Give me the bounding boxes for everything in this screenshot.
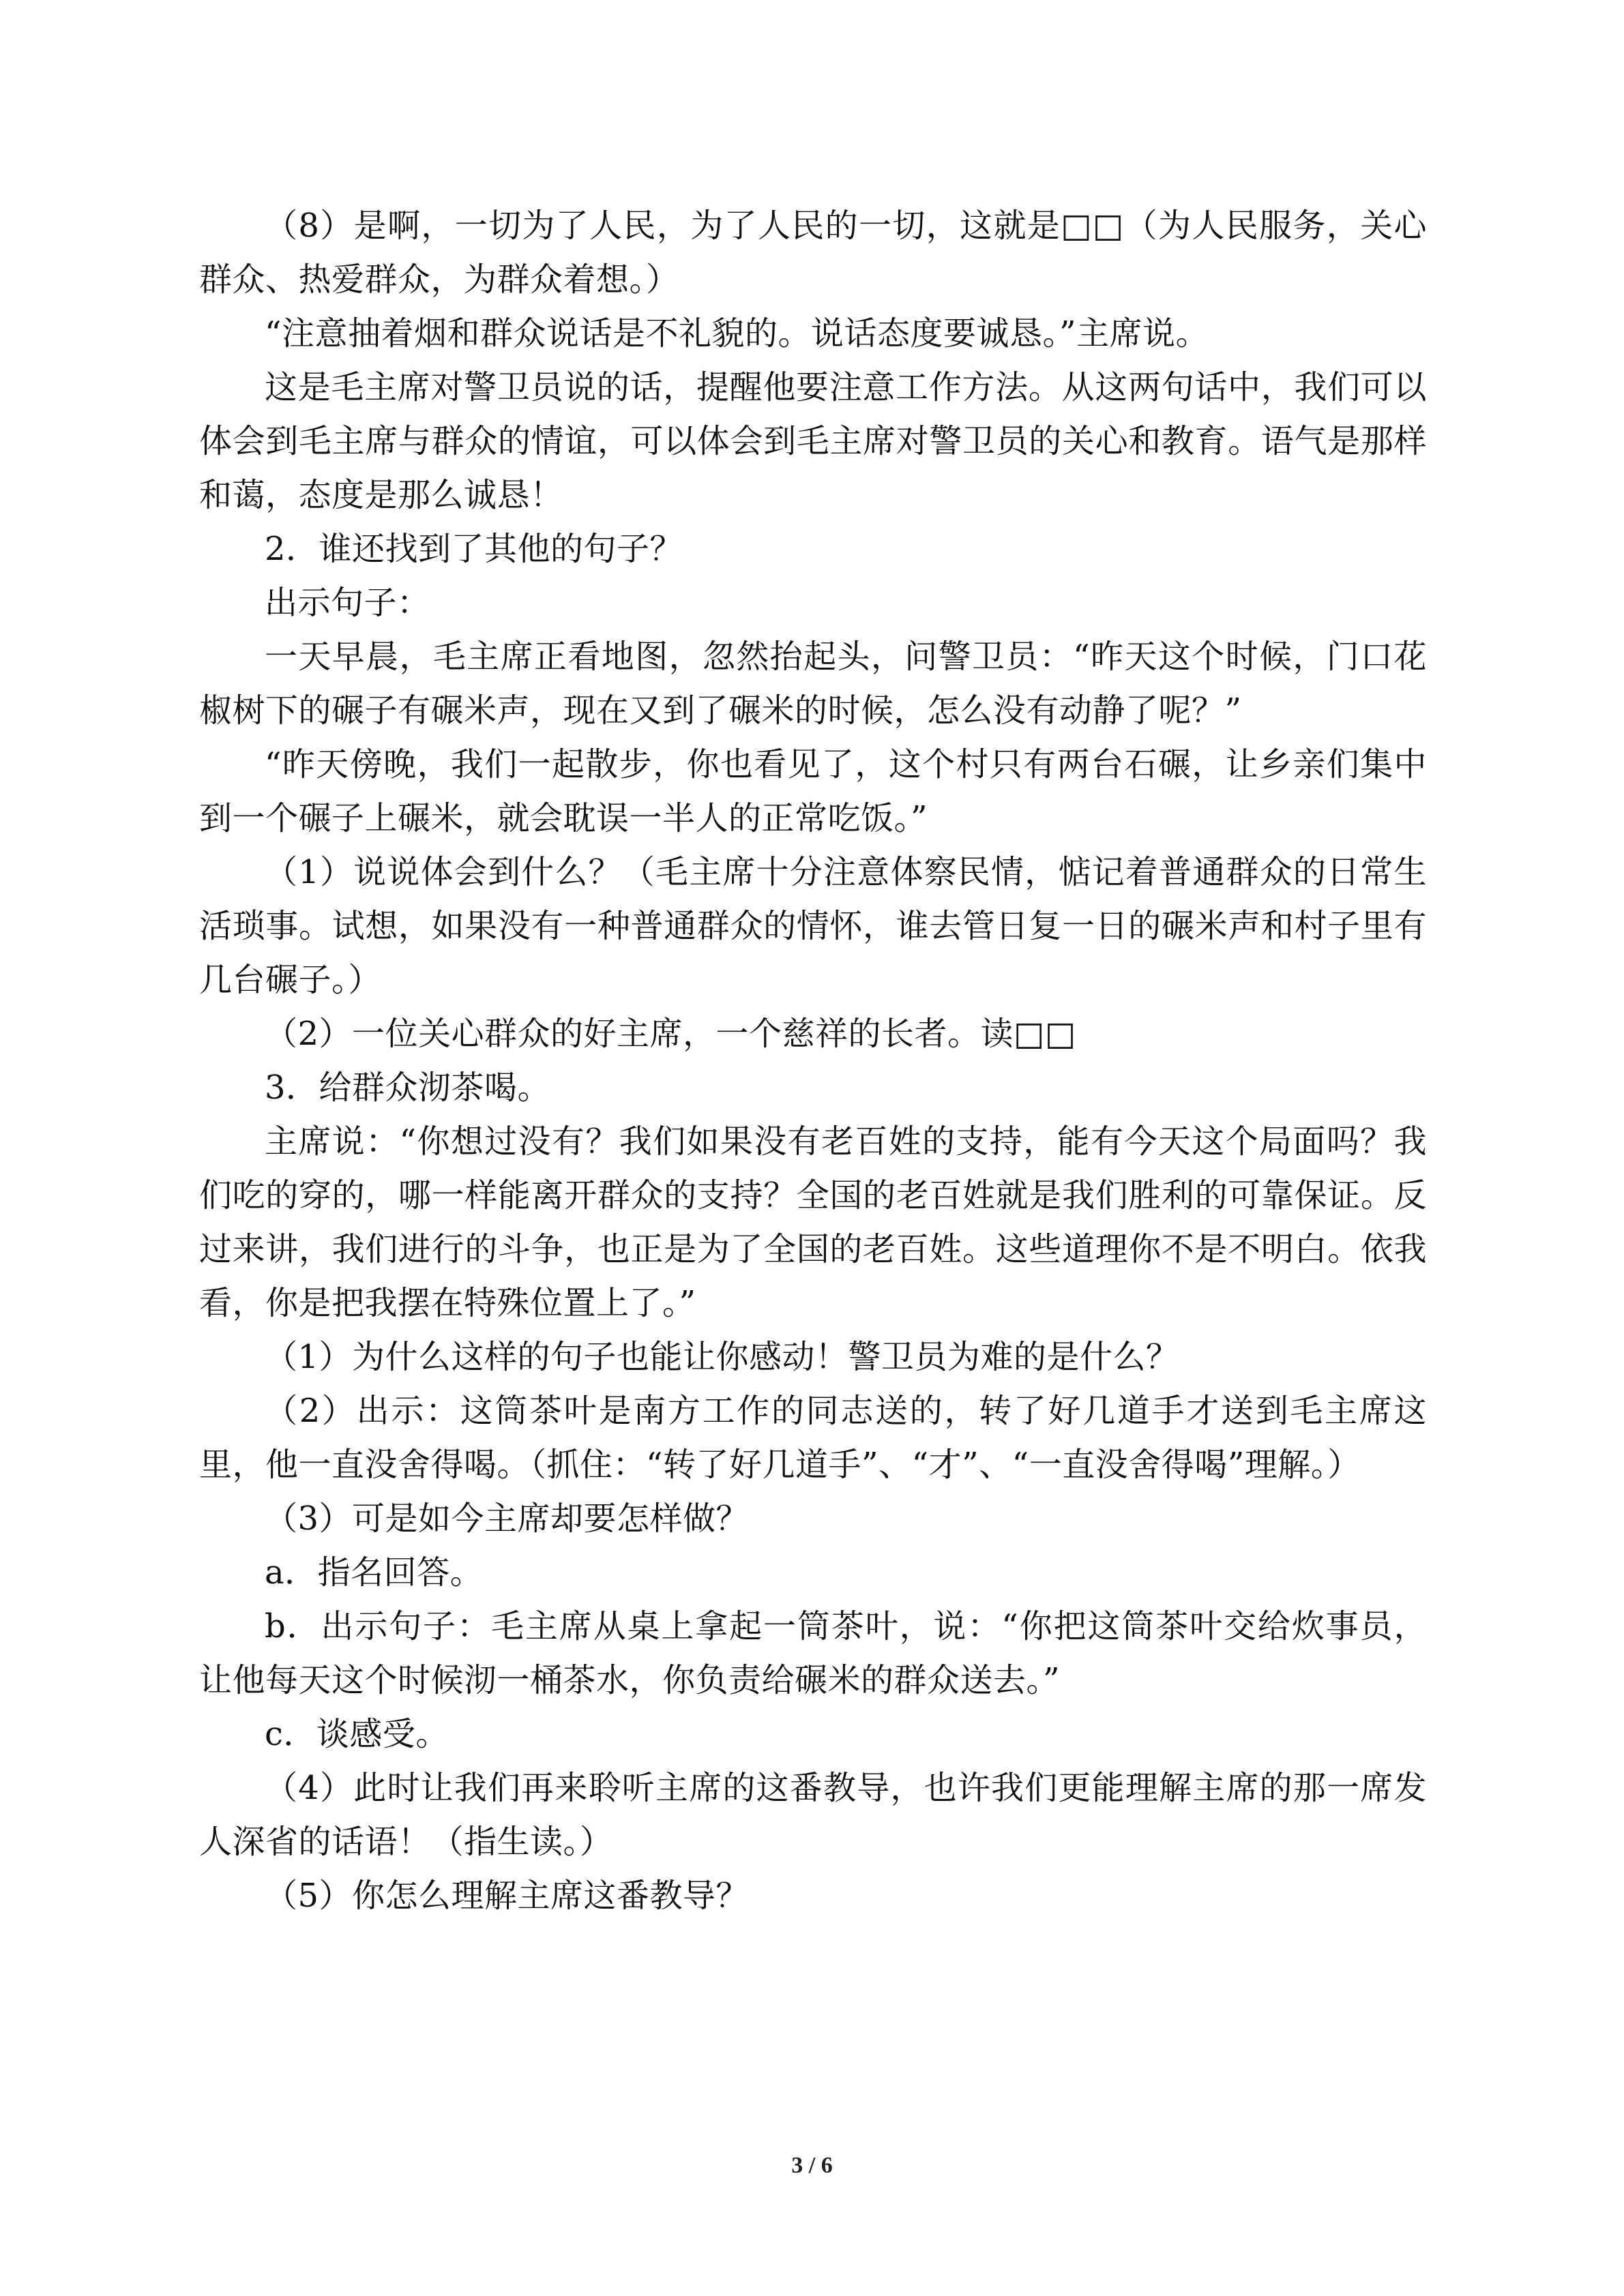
paragraph-item-1-feel: （1）说说体会到什么？（毛主席十分注意体察民情，惦记着普通群众的日常生活琐事。试想，如果没有一种普通群众的情怀，谁去管日复一日的碾米声和村子里有几台碾子。） xyxy=(199,853,1427,999)
paragraph-sub-c: c．谈感受。 xyxy=(265,1715,449,1753)
paragraph-explanation: 这是毛主席对警卫员说的话，提醒他要注意工作方法。从这两句话中，我们可以体会到毛主席与群众的情谊，可以体会到毛主席对警卫员的关心和教育。语气是那样和蔼，态度是那么诚恳！ xyxy=(199,368,1427,514)
paragraph-item-5-understand: （5）你怎么理解主席这番教导？ xyxy=(265,1877,750,1915)
paragraph-sub-a: a．指名回答。 xyxy=(265,1553,484,1592)
paragraph-morning-quote: 一天早晨，毛主席正看地图，忽然抬起头，问警卫员：“昨天这个时候，门口花椒树下的碾子有碾米声，现在又到了碾米的时候，怎么没有动静了呢？” xyxy=(199,638,1427,730)
paragraph-item-1-why: （1）为什么这样的句子也能让你感动！警卫员为难的是什么？ xyxy=(265,1338,1179,1376)
section-heading-2: 2．谁还找到了其他的句子？ xyxy=(265,530,683,568)
paragraph-evening-quote: “昨天傍晚，我们一起散步，你也看见了，这个村只有两台石碾，让乡亲们集中到一个碾子上碾米，就会耽误一半人的正常吃饭。” xyxy=(199,745,1427,837)
paragraph-chairman-speech: 主席说：“你想过没有？我们如果没有老百姓的支持，能有今天这个局面吗？我们吃的穿的，哪一样能离开群众的支持？全国的老百姓就是我们胜利的可靠保证。反过来讲，我们进行的斗争，也正是为了全国的老百姓。这些道理你不是不明白。依我看，你是把我摆在特殊位置上了。” xyxy=(199,1122,1427,1322)
paragraph-item-4-listen: （4）此时让我们再来聆听主席的这番教导，也许我们更能理解主席的那一席发人深省的话语！（指生读。） xyxy=(199,1769,1427,1861)
paragraph-8-answer: （8）是啊，一切为了人民，为了人民的一切，这就是□□（为人民服务，关心群众、热爱群众，为群众着想。） xyxy=(199,207,1427,299)
paragraph-item-2-tea: （2）出示：这筒茶叶是南方工作的同志送的，转了好几道手才送到毛主席这里，他一直没舍得喝。（抓住：“转了好几道手”、“才”、“一直没舍得喝”理解。） xyxy=(199,1392,1427,1484)
paragraph-show-sentence: 出示句子： xyxy=(265,584,430,622)
paragraph-item-3-how: （3）可是如今主席却要怎样做？ xyxy=(265,1500,750,1538)
paragraph-sub-b: b．出示句子：毛主席从桌上拿起一筒茶叶，说：“你把这筒茶叶交给炊事员，让他每天这个时候沏一桶茶水，你负责给碾米的群众送去。” xyxy=(199,1607,1427,1699)
paragraph-item-2-read: （2）一位关心群众的好主席，一个慈祥的长者。读□□ xyxy=(265,1015,1076,1053)
document-body xyxy=(199,199,1427,1923)
section-heading-3: 3．给群众沏茶喝。 xyxy=(265,1069,551,1107)
page-number: 3 / 6 xyxy=(791,2153,833,2178)
paragraph-chairman-quote-smoking: “注意抽着烟和群众说话是不礼貌的。说话态度要诚恳。”主席说。 xyxy=(265,314,1209,353)
